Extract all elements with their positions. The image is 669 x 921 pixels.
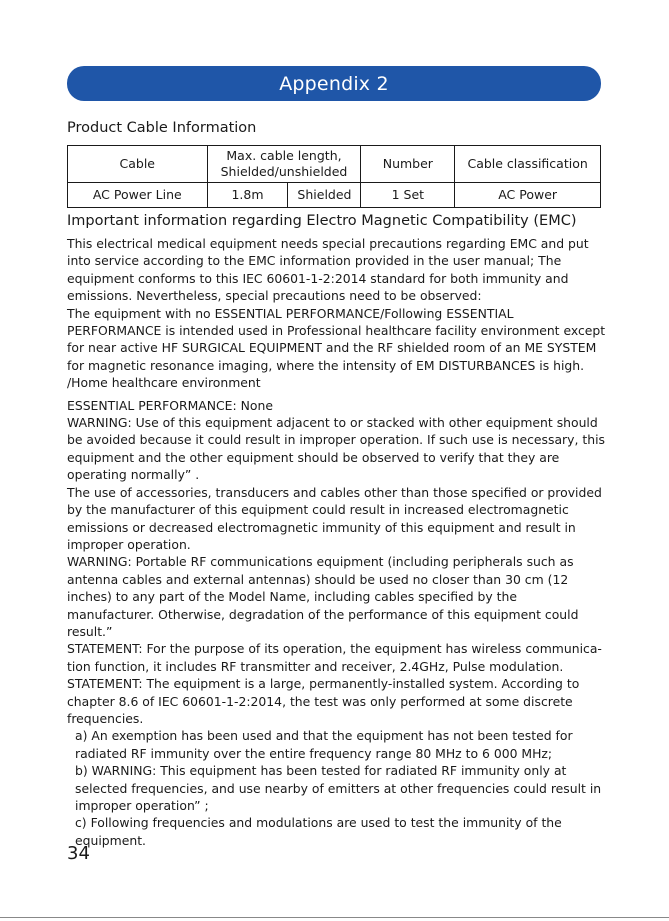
col-header-number: Number: [361, 146, 455, 183]
emc-paragraph: a) An exemption has been used and that the equipment has not been tested for radiated RF immunity over the entire frequency range 80 MHz to 6 000 MHz;: [75, 728, 573, 761]
table-row: [68, 183, 601, 208]
cable-section-title: Product Cable Information: [67, 120, 257, 136]
emc-paragraph: b) WARNING: This equipment has been tested for radiated RF immunity only at selected frequencies, and use nearby of emitters at other frequencies could result in improper operation” ;: [75, 763, 602, 813]
emc-paragraph: c) Following frequencies and modulations are used to test the immunity of the equipment.: [75, 815, 562, 848]
emc-paragraph: WARNING: Portable RF communications equipment (including peripherals such as antenna cables and external antennas) should be used no closer than 30 cm (12 inches) to any part of the Model Name, including cables specified by the manufacturer. Otherwise, degradation of the performance of this equipment could result.”: [67, 554, 579, 639]
emc-paragraph: WARNING: Use of this equipment adjacent to or stacked with other equipment should be avoided because it could result in improper operation. If such use is necessary, this equipment and the other equipment should be observed to verify that they are operating normally” .: [67, 415, 605, 483]
emc-heading: Important information regarding Electro Magnetic Compatibility (EMC): [67, 213, 577, 229]
emc-paragraph: ESSENTIAL PERFORMANCE: None: [67, 397, 273, 413]
bottom-divider: [0, 917, 669, 918]
page-number: 34: [67, 843, 90, 864]
col-header-length-line2: Shielded/unshielded: [220, 164, 348, 179]
cable-table: [67, 145, 601, 208]
emc-body: [67, 235, 607, 849]
cell-cable: AC Power Line: [68, 183, 208, 208]
emc-paragraph: The equipment with no ESSENTIAL PERFORMANCE/Following ESSENTIAL PERFORMANCE is intended used in Professional healthcare facility environment except for near active HF SURGICAL EQUIPMENT and the RF shielded room of an ME SYSTEM for magnetic resonance imaging, where the intensity of EM DISTURBANCES is high. /Home healthcare environment: [67, 305, 606, 391]
appendix-header-bar: [67, 66, 601, 101]
cell-classification: AC Power: [455, 183, 601, 208]
emc-paragraph: This electrical medical equipment needs special precautions regarding EMC and put into service according to the EMC information provided in the user manual; The equipment conforms to this IEC 60601-1-2:2014 standard for both immunity and emissions. Nevertheless, special precautions need to be observed:: [67, 236, 589, 304]
appendix-title: Appendix 2: [279, 72, 389, 95]
cell-length: 1.8m: [207, 183, 288, 208]
col-header-cable: Cable: [68, 146, 208, 183]
emc-paragraph: The use of accessories, transducers and cables other than those specified or provided by the manufacturer of this equipment could result in increased electromagnetic emissions or decreased electromagnetic immunity of this equipment and result in improper operation.: [67, 484, 602, 552]
cell-shielded: Shielded: [288, 183, 361, 208]
col-header-classification: Cable classification: [455, 146, 601, 183]
cell-number: 1 Set: [361, 183, 455, 208]
col-header-length-line1: Max. cable length,: [226, 148, 342, 163]
col-header-length: [207, 146, 361, 183]
cable-table-header-row: [68, 146, 601, 183]
emc-paragraph: STATEMENT: For the purpose of its operation, the equipment has wireless communica-tion function, it includes RF transmitter and receiver, 2.4GHz, Pulse modulation.: [67, 641, 602, 674]
emc-paragraph: STATEMENT: The equipment is a large, permanently-installed system. According to chapter 8.6 of IEC 60601-1-2:2014, the test was only performed at some discrete frequencies.: [67, 676, 580, 726]
